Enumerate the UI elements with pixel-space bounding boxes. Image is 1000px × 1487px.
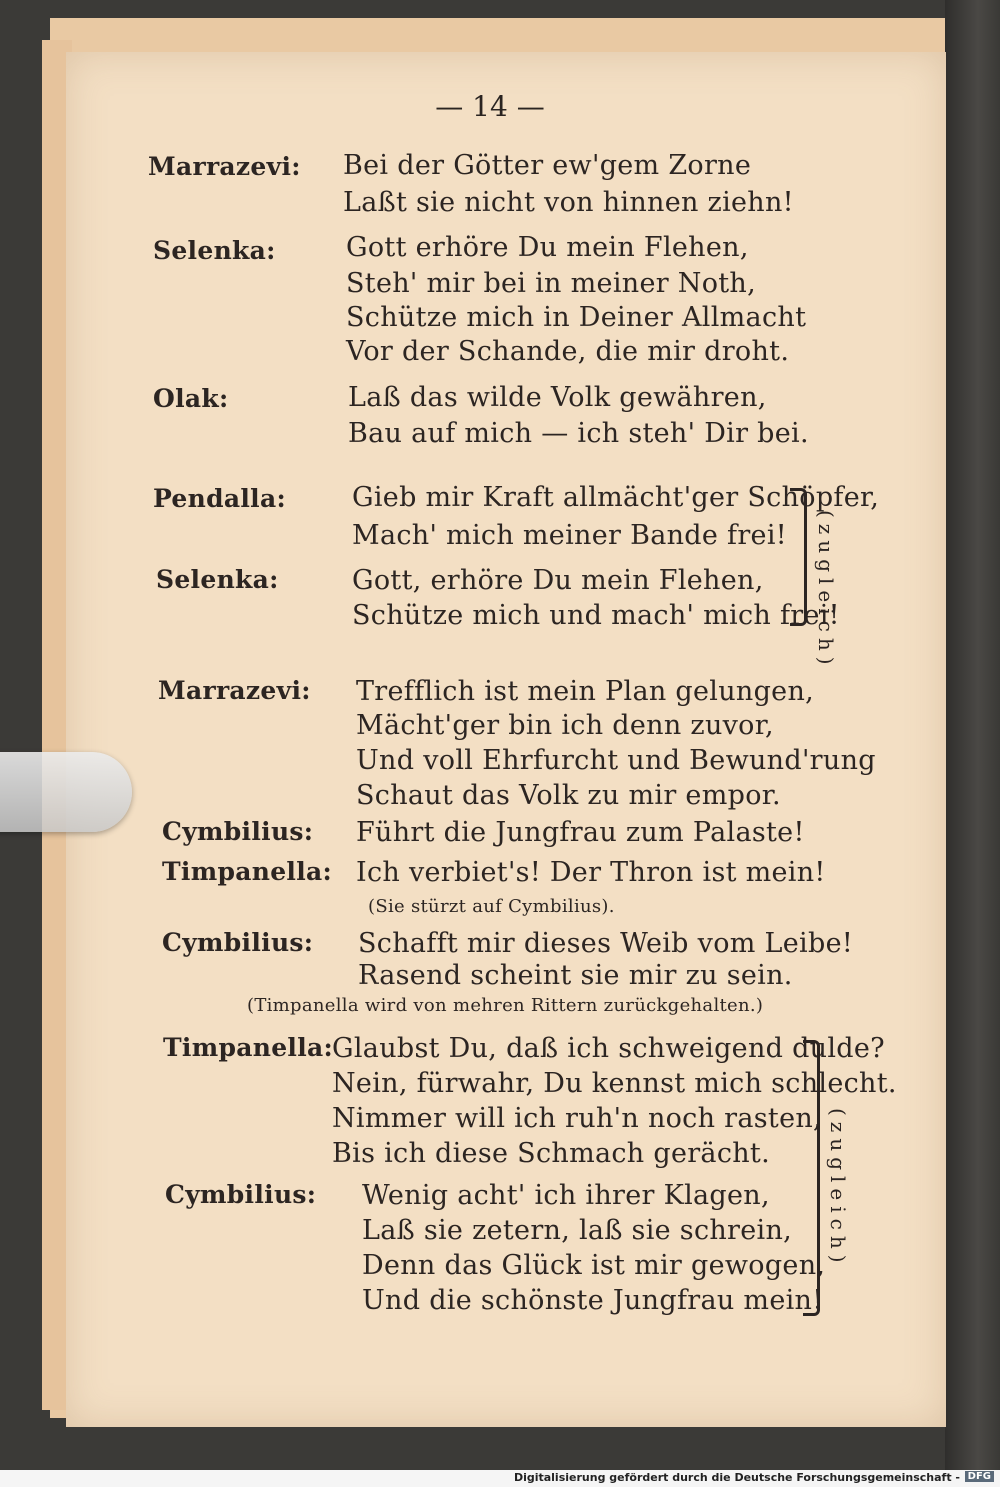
verse-line: Gott erhöre Du mein Flehen, <box>346 232 749 263</box>
verse-line: Führt die Jungfrau zum Palaste! <box>356 817 805 848</box>
verse-line: Bei der Götter ew'gem Zorne <box>343 150 752 181</box>
stage-direction: (Timpanella wird von mehren Rittern zurückgehalten.) <box>247 995 764 1016</box>
verse-line: Trefflich ist mein Plan gelungen, <box>356 676 815 707</box>
verse-line: Schafft mir dieses Weib vom Leibe! <box>358 928 853 959</box>
verse-line: Denn das Glück ist mir gewogen, <box>362 1250 826 1281</box>
verse-line: Nimmer will ich ruh'n noch rasten, <box>332 1103 822 1134</box>
verse-line: Und die schönste Jungfrau mein! <box>362 1285 824 1316</box>
verse-line: Mächt'ger bin ich denn zuvor, <box>356 710 774 741</box>
verse-line: Vor der Schande, die mir droht. <box>346 336 790 367</box>
verse-line: Nein, fürwahr, Du kennst mich schlecht. <box>332 1068 897 1099</box>
verse-line: Mach' mich meiner Bande frei! <box>352 520 787 551</box>
bracket <box>790 488 807 626</box>
verse-line: Bau auf mich — ich steh' Dir bei. <box>348 418 809 449</box>
verse-line: Ich verbiet's! Der Thron ist mein! <box>356 857 826 888</box>
verse-line: Laß das wilde Volk gewähren, <box>348 382 767 413</box>
page-clip <box>0 752 132 832</box>
bracket-label: (zugleich) <box>814 510 838 671</box>
verse-line: Gott, erhöre Du mein Flehen, <box>352 565 764 596</box>
stage-direction: (Sie stürzt auf Cymbilius). <box>368 896 615 917</box>
speaker-name: Marrazevi: <box>148 152 301 181</box>
verse-line: Gieb mir Kraft allmächt'ger Schöpfer, <box>352 482 880 513</box>
scanner-background <box>945 0 1000 1470</box>
footer-text: Digitalisierung gefördert durch die Deutsche Forschungsgemeinschaft - <box>513 1471 960 1484</box>
verse-line: Schütze mich und mach' mich frei! <box>352 600 840 631</box>
speaker-name: Marrazevi: <box>158 676 311 705</box>
verse-line: Rasend scheint sie mir zu sein. <box>358 960 793 991</box>
bracket <box>803 1040 820 1316</box>
speaker-name: Selenka: <box>156 565 279 594</box>
speaker-name: Cymbilius: <box>162 928 314 957</box>
verse-line: Schaut das Volk zu mir empor. <box>356 780 781 811</box>
verse-line: Und voll Ehrfurcht und Bewund'rung <box>356 745 876 776</box>
verse-line: Wenig acht' ich ihrer Klagen, <box>362 1180 770 1211</box>
speaker-name: Timpanella: <box>163 1033 334 1062</box>
speaker-name: Cymbilius: <box>165 1180 317 1209</box>
verse-line: Steh' mir bei in meiner Noth, <box>346 268 757 299</box>
verse-line: Laß sie zetern, laß sie schrein, <box>362 1215 793 1246</box>
dfg-logo: DFG <box>965 1471 994 1482</box>
speaker-name: Pendalla: <box>153 484 287 513</box>
speaker-name: Timpanella: <box>162 857 333 886</box>
verse-line: Laßt sie nicht von hinnen ziehn! <box>343 187 794 218</box>
verse-line: Schütze mich in Deiner Allmacht <box>346 302 807 333</box>
speaker-name: Olak: <box>153 384 229 413</box>
verse-line: Bis ich diese Schmach gerächt. <box>332 1138 770 1169</box>
speaker-name: Selenka: <box>153 236 276 265</box>
verse-line: Glaubst Du, daß ich schweigend dulde? <box>332 1033 885 1064</box>
page-number: — 14 — <box>435 90 545 123</box>
speaker-name: Cymbilius: <box>162 817 314 846</box>
bracket-label: (zugleich) <box>826 1108 850 1269</box>
